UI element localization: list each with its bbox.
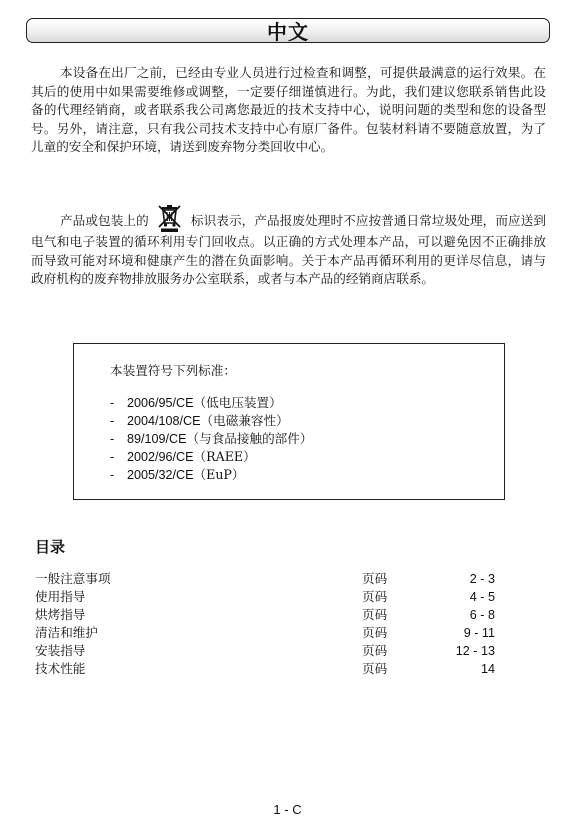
toc-entry-label: 安装指导 bbox=[35, 643, 86, 658]
paragraph-2-body: 标识表示，产品报废处理时不应按普通日常垃圾处理，而应送到电气和电子装置的循环利用专门回收点。以正确的方式处理本产品，可以避免因不正确排放而导致可能对环境和健康产生的潜在负面影响。关于本产品再循环利用的更详尽信息，请与政府机构的废弃物排放服务办公室联系，或者与本产品的经销商店联系。 bbox=[31, 213, 547, 286]
standard-item bbox=[110, 430, 312, 448]
toc-page-range: 12 - 13 bbox=[455, 644, 495, 658]
standard-description: （与食品接触的部件） bbox=[186, 431, 313, 446]
section-title-bar bbox=[26, 18, 550, 43]
toc-page-word: 页码 bbox=[362, 571, 388, 586]
standard-description: （电磁兼容性） bbox=[200, 413, 289, 428]
toc-entry-label: 烘烤指导 bbox=[35, 607, 86, 622]
standard-code: 2006/95/CE bbox=[127, 396, 194, 410]
toc-row[interactable] bbox=[35, 570, 495, 588]
standards-heading: 本装置符号下列标准： bbox=[110, 363, 236, 378]
page-number: 1 - C bbox=[273, 802, 302, 817]
toc-row[interactable] bbox=[35, 588, 495, 606]
standard-code: 2002/96/CE bbox=[127, 450, 194, 464]
standard-code: 89/109/CE bbox=[127, 432, 187, 446]
standard-item bbox=[110, 412, 312, 430]
crossed-out-wheelie-bin-icon bbox=[155, 203, 185, 233]
toc-page-range: 9 - 11 bbox=[463, 626, 495, 640]
intro-paragraph-2 bbox=[31, 203, 546, 289]
list-dash: - bbox=[110, 414, 115, 428]
section-title: 中文 bbox=[267, 20, 309, 44]
toc-page-word: 页码 bbox=[362, 589, 388, 604]
paragraph-2-lead: 产品或包装上的 bbox=[60, 213, 149, 228]
list-dash: - bbox=[110, 450, 115, 464]
toc-row[interactable] bbox=[35, 642, 495, 660]
list-dash: - bbox=[110, 468, 115, 482]
list-dash: - bbox=[110, 396, 115, 410]
toc-entry-label: 使用指导 bbox=[35, 589, 86, 604]
toc-page-word: 页码 bbox=[362, 661, 388, 676]
toc-page-word: 页码 bbox=[362, 643, 388, 658]
toc-entry-label: 一般注意事项 bbox=[35, 571, 111, 586]
toc-page-range: 4 - 5 bbox=[469, 590, 495, 604]
standard-item bbox=[110, 466, 312, 484]
toc-page-word: 页码 bbox=[362, 625, 388, 640]
intro-paragraph-1: 本设备在出厂之前，已经由专业人员进行过检查和调整，可提供最满意的运行效果。在其后的使用中如果需要维修或调整，一定要仔细谨慎进行。为此，我们建议您联系销售此设备的代理经销商，或者联系我公司离您最近的技术支持中心，说明问题的类型和您的设备型号。另外，请注意，只有我公司技术支持中心有原厂备件。包装材料请不要随意放置，为了儿童的安全和保护环境，请送到废弃物分类回收中心。 bbox=[31, 65, 546, 154]
toc-page-range: 6 - 8 bbox=[469, 608, 495, 622]
standard-description: （EuP） bbox=[193, 467, 245, 482]
toc-heading: 目录 bbox=[35, 538, 66, 556]
standard-description: （RAEE） bbox=[193, 449, 256, 464]
toc-page-range: 14 bbox=[480, 662, 495, 676]
table-of-contents bbox=[35, 570, 495, 678]
standard-description: （低电压装置） bbox=[193, 395, 282, 410]
toc-page-word: 页码 bbox=[362, 607, 388, 622]
toc-page-range: 2 - 3 bbox=[469, 572, 495, 586]
list-dash: - bbox=[110, 432, 115, 446]
standards-list bbox=[110, 394, 312, 484]
toc-entry-label: 清洁和维护 bbox=[35, 625, 98, 640]
standard-code: 2005/32/CE bbox=[127, 468, 194, 482]
standard-item bbox=[110, 448, 312, 466]
toc-row[interactable] bbox=[35, 660, 495, 678]
standards-box bbox=[73, 343, 505, 500]
standard-item bbox=[110, 394, 312, 412]
toc-row[interactable] bbox=[35, 624, 495, 642]
standard-code: 2004/108/CE bbox=[127, 414, 201, 428]
toc-row[interactable] bbox=[35, 606, 495, 624]
toc-entry-label: 技术性能 bbox=[35, 661, 86, 676]
